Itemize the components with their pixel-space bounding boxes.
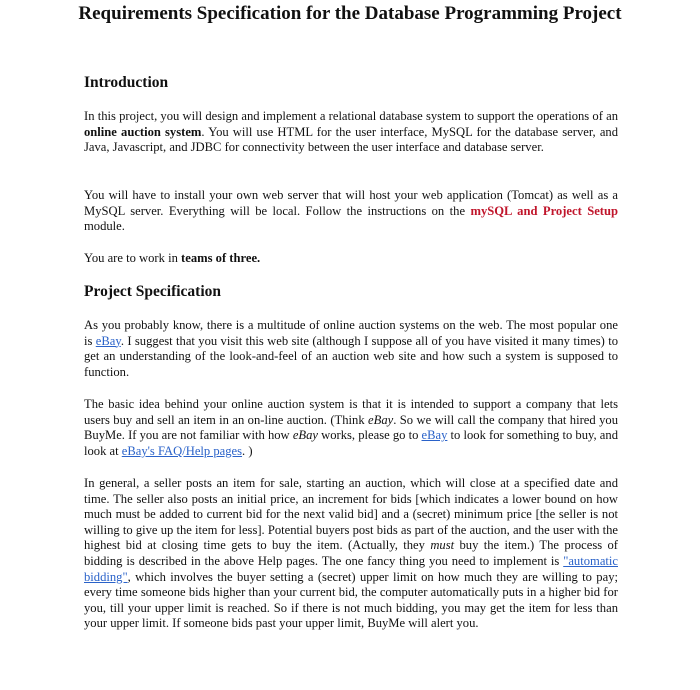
- text-run: You are to work in: [84, 251, 182, 265]
- italic-text: must: [430, 538, 455, 553]
- ebay-link[interactable]: eBay: [421, 428, 448, 443]
- text-run: . I suggest that you visit this web site (although I suppose all of you have visited it many times) to get an understanding of the look-and-feel of an auction web site and how such a system is supposed to function.: [84, 333, 618, 379]
- text-run: , which involves the buyer setting a (secret) upper limit on how much they are willing to pay; every time someone bids higher than your current bid, the computer automatically puts in a higher bid for you, till your upper limit is reached. So if there is not much bidding, you may get the item for less than your upper limit. If someone bids past your upper limit, BuyMe will alert you.: [84, 569, 618, 631]
- spec-paragraph-1: [84, 318, 618, 380]
- italic-text: eBay: [292, 428, 318, 443]
- intro-paragraph-2: [84, 188, 618, 235]
- text-run: . You will use HTML for the user interface, MySQL for the database server, and Java, Javascript, and JDBC for connectivity between the user interface and database server.: [84, 124, 618, 155]
- text-run: . So we will call the company that hired you BuyMe. If you are not familiar with how: [84, 412, 618, 443]
- text-run: module.: [84, 219, 125, 234]
- text-run: You will have to install your own web server that will host your web application (Tomcat) as well as a MySQL server. Everything will be local. Follow the instructions on the: [84, 188, 618, 218]
- intro-paragraph-3: [84, 251, 618, 267]
- ebay-faq-link[interactable]: eBay's FAQ/Help pages: [121, 443, 243, 458]
- section-heading-project-specification: Project Specification: [84, 283, 222, 300]
- bold-text: teams of three.: [181, 251, 261, 265]
- bold-text: online auction system: [84, 124, 202, 139]
- intro-paragraph-1: [84, 109, 618, 156]
- text-run: The basic idea behind your online auction system is that it is intended to support a company that lets users buy and sell an item in an on-line auction. (Think: [84, 397, 618, 427]
- italic-text: eBay: [368, 412, 394, 427]
- document-title: Requirements Specification for the Database Programming Project: [78, 3, 622, 24]
- ebay-link[interactable]: eBay: [95, 333, 121, 348]
- text-run: In this project, you will design and implement a relational database system to support the operations of an: [84, 109, 618, 123]
- spec-paragraph-2: [84, 397, 618, 459]
- section-heading-introduction: Introduction: [84, 74, 169, 91]
- text-run: buy the item.) The process of bidding is described in the above Help pages. The one fancy thing you need to implement is: [84, 538, 618, 568]
- text-run: . ): [242, 443, 253, 458]
- spec-paragraph-3: [84, 476, 618, 632]
- text-run: As you probably know, there is a multitude of online auction systems on the web. The most popular one is: [84, 318, 618, 348]
- module-reference: mySQL and Project Setup: [470, 203, 618, 218]
- text-run: works, please go to: [317, 428, 422, 443]
- text-run: In general, a seller posts an item for sale, starting an auction, which will close at a specified date and time. The seller also posts an initial price, an increment for bids [which indicates a lower bound on how much must be added to current bid for the next valid bid] and a (secret) minimum price [the seller is not willing to give up the item for less]. Potential buyers post bids as part of the auction, and the user with the highest bid at closing time gets to buy the item. (Actually, they: [84, 476, 618, 553]
- automatic-bidding-link[interactable]: "automatic bidding": [84, 553, 618, 584]
- text-run: to look for something to buy, and look at: [84, 428, 618, 458]
